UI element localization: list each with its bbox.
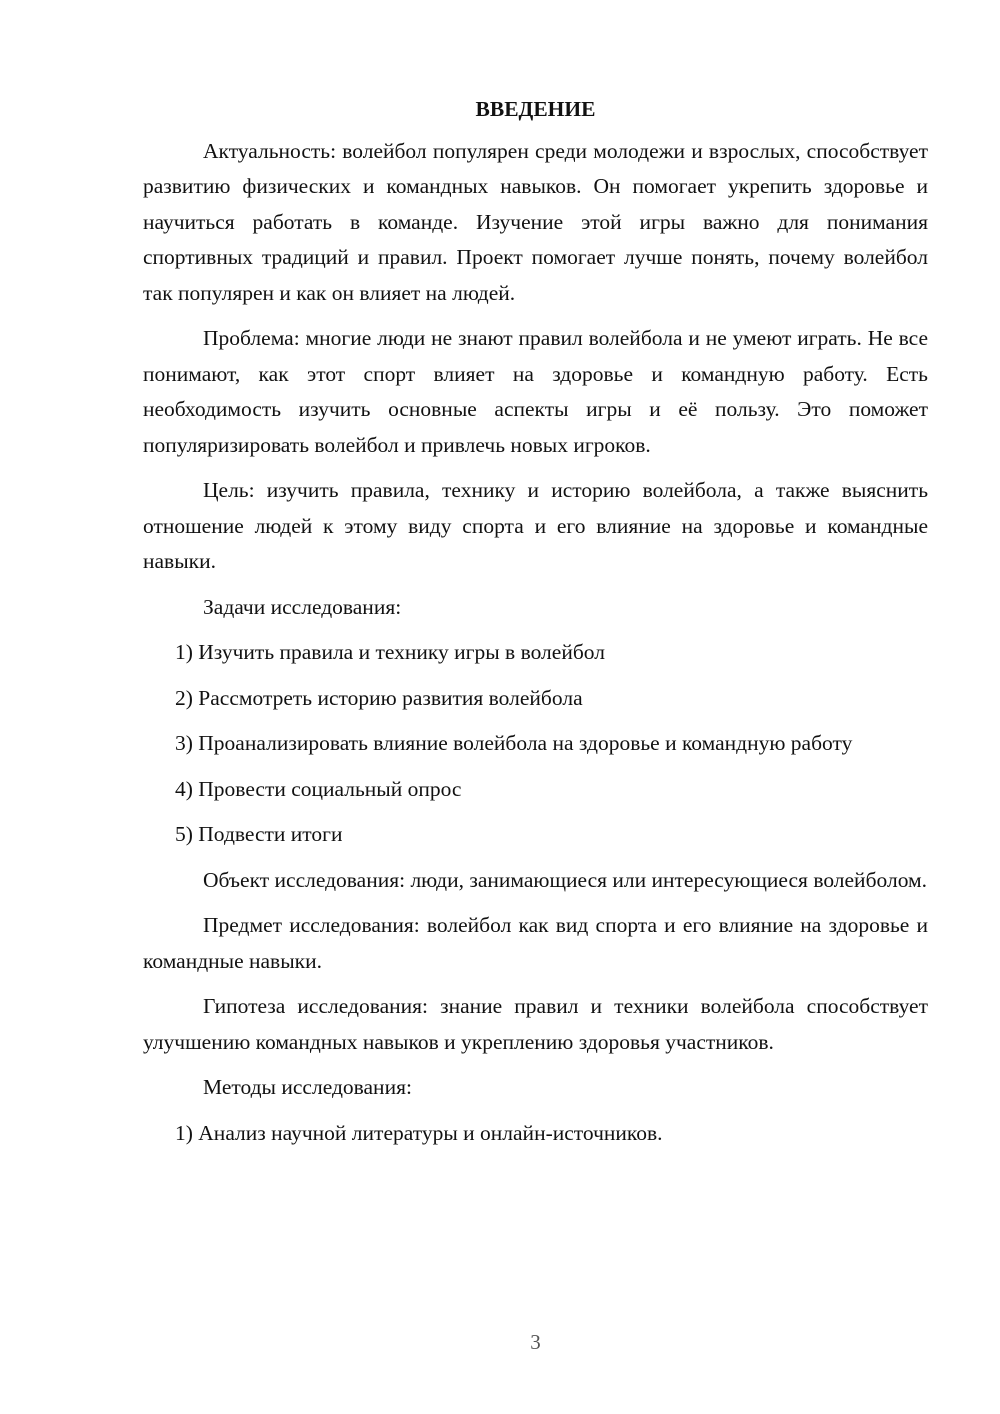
object-paragraph: Объект исследования: люди, занимающиеся или интересующиеся волейболом.	[203, 867, 928, 892]
task-item-2: 2) Рассмотреть историю развития волейбола	[175, 685, 583, 710]
subject-paragraph: Предмет исследования: волейбол как вид спорта и его влияние на здоровье и командные навыки.	[143, 913, 928, 973]
method-item-1: 1) Анализ научной литературы и онлайн-источников.	[175, 1120, 663, 1145]
page-title: ВВЕДЕНИЕ	[475, 97, 596, 121]
problem-paragraph: Проблема: многие люди не знают правил волейбола и не умеют играть. Не все понимают, как этот спорт влияет на здоровье и командную работу. Есть необходимость изучить основные аспекты игры и её пользу. Это поможет популяризировать волейбол и привлечь новых игроков.	[143, 326, 928, 457]
goal-paragraph: Цель: изучить правила, технику и историю волейбола, а также выяснить отношение людей к этому виду спорта и его влияние на здоровье и командные навыки.	[143, 478, 928, 573]
page-number: 3	[530, 1330, 541, 1354]
task-item-4: 4) Провести социальный опрос	[175, 776, 462, 801]
hypothesis-paragraph: Гипотеза исследования: знание правил и техники волейбола способствует улучшению командных навыков и укреплению здоровья участников.	[143, 994, 928, 1054]
page-content	[143, 92, 928, 1161]
task-item-1: 1) Изучить правила и технику игры в волейбол	[175, 640, 605, 664]
task-item-5: 5) Подвести итоги	[175, 822, 343, 846]
task-item-3: 3) Проанализировать влияние волейбола на здоровье и командную работу	[175, 731, 853, 755]
tasks-title: Задачи исследования:	[203, 594, 402, 619]
relevance-paragraph: Актуальность: волейбол популярен среди молодежи и взрослых, способствует развитию физических и командных навыков. Он помогает укрепить здоровье и научиться работать в команде. Изучение этой игры важно для понимания спортивных традиций и правил. Проект помогает лучше понять, почему волейбол так популярен и как он влияет на людей.	[143, 138, 928, 305]
methods-title: Методы исследования:	[203, 1075, 412, 1099]
